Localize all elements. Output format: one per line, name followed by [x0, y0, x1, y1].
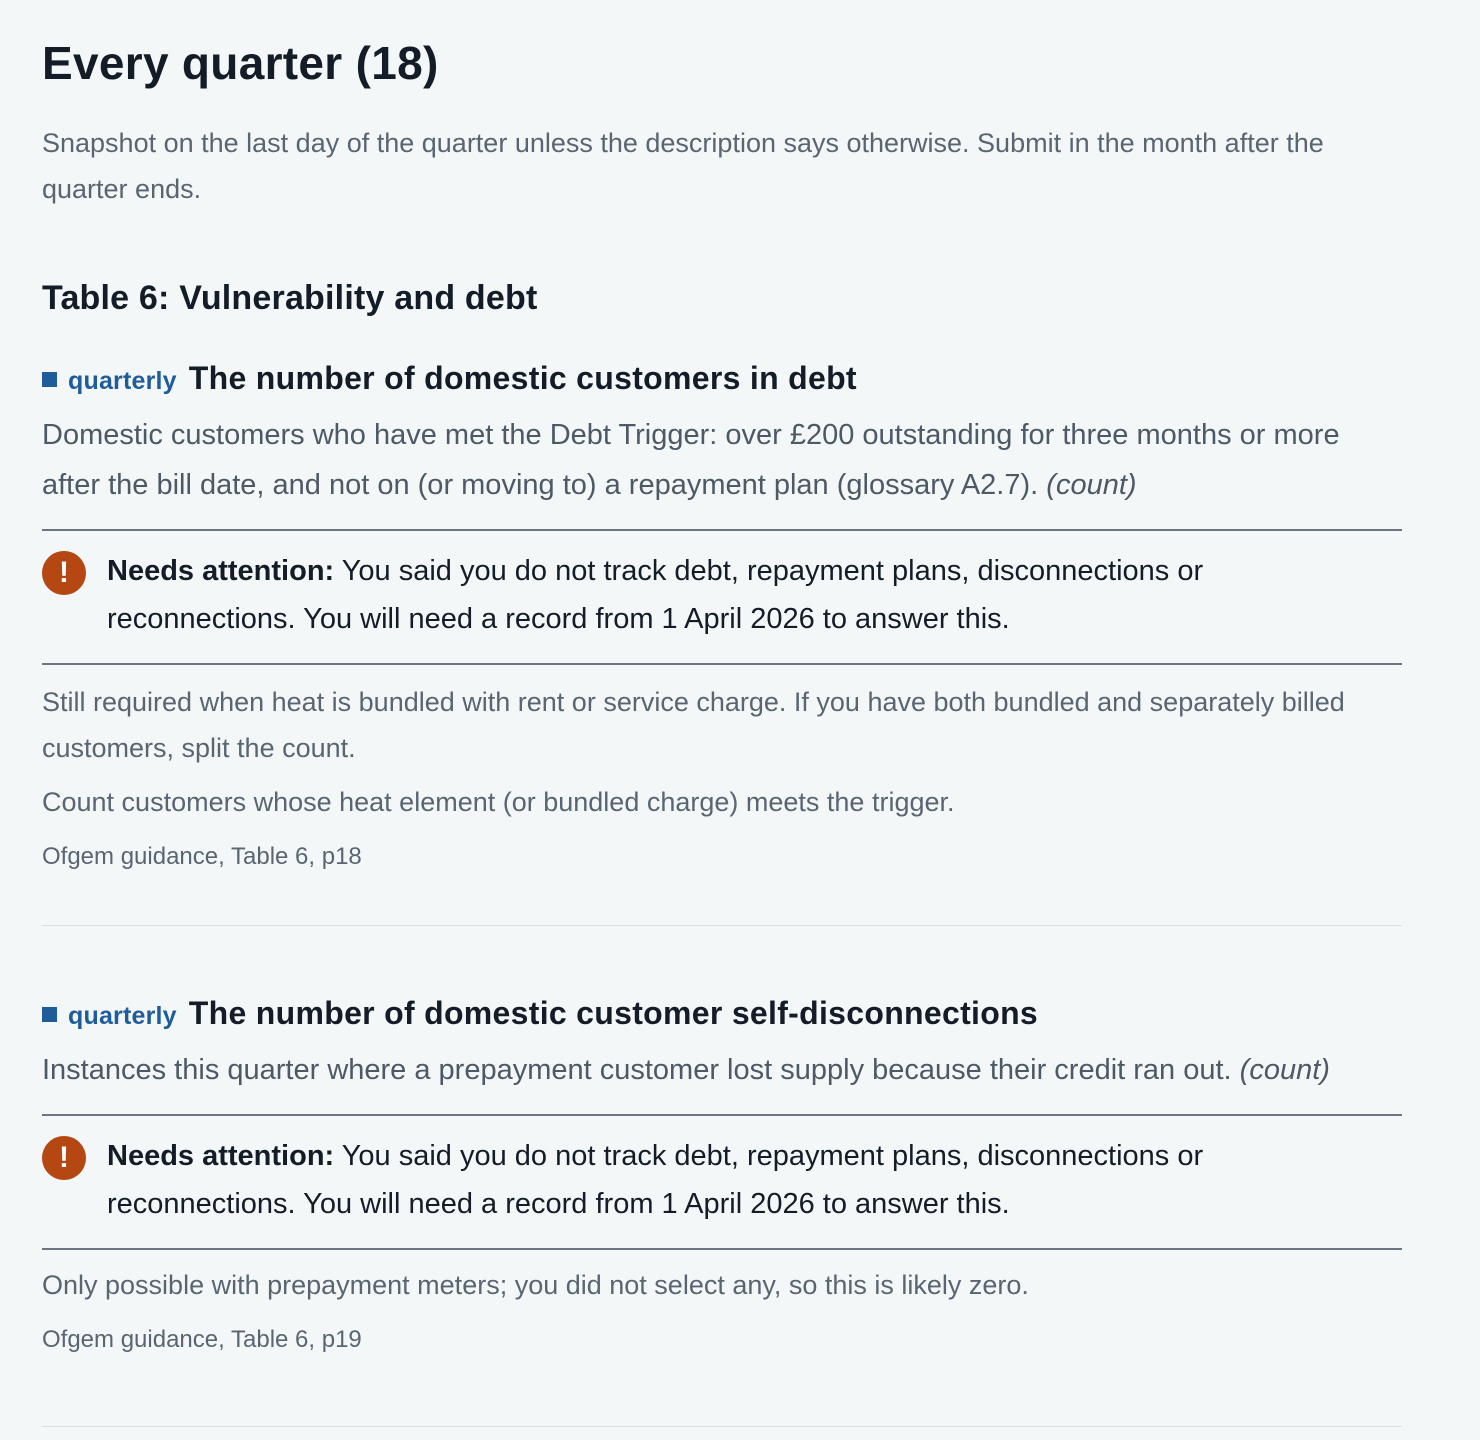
- metric-unit: (count): [1046, 469, 1137, 501]
- needs-attention-alert: [42, 529, 1402, 665]
- metric-note: Only possible with prepayment meters; you did not select any, so this is likely zero.: [42, 1270, 1029, 1300]
- frequency-square-icon: [42, 372, 57, 387]
- frequency-tag: quarterly: [68, 367, 177, 395]
- alert-message: [107, 1132, 1337, 1228]
- metric-item-self-disconnections: [42, 995, 1402, 1360]
- metric-title: The number of domestic customers in debt: [188, 360, 857, 396]
- section-intro: Snapshot on the last day of the quarter unless the description says otherwise. Submit in the month after the quarter ends.: [42, 128, 1324, 204]
- item-divider: [42, 1426, 1402, 1427]
- metric-heading: [42, 995, 1402, 1041]
- section-title: Every quarter (18): [42, 37, 439, 89]
- guidance-source: Ofgem guidance, Table 6, p19: [42, 1326, 362, 1353]
- metric-unit: (count): [1239, 1054, 1330, 1086]
- table-title: Table 6: Vulnerability and debt: [42, 279, 538, 317]
- metric-description: [42, 410, 1392, 510]
- metric-description-text: Domestic customers who have met the Debt Trigger: over £200 outstanding for three months or more after the bill date, and not on (or moving to) a repayment plan (glossary A2.7).: [42, 419, 1340, 501]
- frequency-tag: quarterly: [68, 1002, 177, 1030]
- guidance-source: Ofgem guidance, Table 6, p18: [42, 843, 362, 870]
- warning-exclamation-icon: !: [42, 551, 86, 595]
- metric-description: [42, 1045, 1392, 1095]
- metric-description-text: Instances this quarter where a prepayment customer lost supply because their credit ran out.: [42, 1054, 1232, 1086]
- alert-label: Needs attention:: [107, 555, 335, 587]
- alert-text: You said you do not track debt, repayment plans, disconnections or reconnections. You will need a record from 1 April 2026 to answer this.: [107, 1140, 1204, 1220]
- needs-attention-alert: [42, 1114, 1402, 1250]
- warning-exclamation-icon: !: [42, 1136, 86, 1180]
- alert-label: Needs attention:: [107, 1140, 335, 1172]
- item-divider: [42, 925, 1402, 926]
- metric-note: Still required when heat is bundled with rent or service charge. If you have both bundled and separately billed customers, split the count.: [42, 687, 1345, 763]
- frequency-square-icon: [42, 1007, 57, 1022]
- alert-text: You said you do not track debt, repayment plans, disconnections or reconnections. You will need a record from 1 April 2026 to answer this.: [107, 555, 1204, 635]
- metric-note: Count customers whose heat element (or bundled charge) meets the trigger.: [42, 787, 955, 817]
- metric-heading: [42, 360, 1402, 406]
- metric-title: The number of domestic customer self-disconnections: [188, 995, 1039, 1031]
- alert-message: [107, 547, 1337, 643]
- metric-item-debt: [42, 360, 1402, 877]
